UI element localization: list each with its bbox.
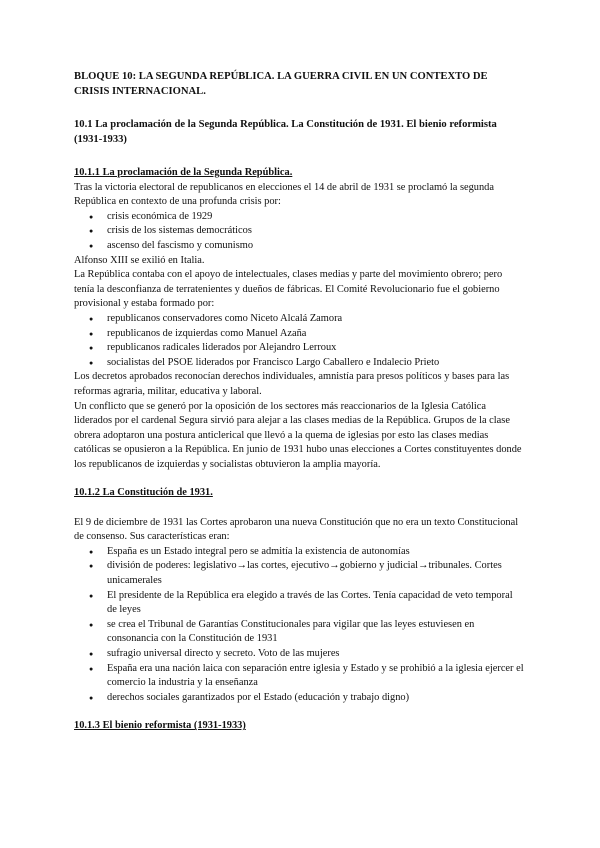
list-item: ● sufragio universal directo y secreto. Voto de las mujeres: [74, 647, 524, 662]
support-paragraph: La República contaba con el apoyo de intelectuales, clases medias y parte del movimiento obrero; pero tenía la desconfianza de terratenientes y dueños de fábricas. El Comité Revolucionario fue el gobierno provisional y estaba formado por:: [74, 269, 503, 310]
document-page: [74, 70, 524, 734]
list-item: ● republicanos de izquierdas como Manuel Azaña: [74, 327, 524, 342]
list-item: ● republicanos radicales liderados por Alejandro Lerroux: [74, 341, 524, 356]
crisis-list: [74, 210, 524, 254]
constitution-intro: El 9 de diciembre de 1931 las Cortes aprobaron una nueva Constitución que no era un texto Constitucional de consenso. Sus características eran:: [74, 516, 519, 543]
list-item: ● España era una nación laica con separación entre iglesia y Estado y se prohibió a la iglesia ejercer el comercio la industria y la enseñanza: [74, 662, 524, 691]
list-item: ● socialistas del PSOE liderados por Francisco Largo Caballero e Indalecio Prieto: [74, 356, 524, 371]
subsection-heading-constitution: 10.1.2 La Constitución de 1931.: [74, 487, 213, 499]
subsection-heading-proclamation: 10.1.1 La proclamación de la Segunda República.: [74, 167, 293, 178]
conflict-paragraph: Un conflicto que se generó por la oposición de los sectores más reaccionarios de la Iglesia Católica liderados por el cardenal Segura sirvió para alejar a las clases medias de la República. Grupos de la clase obrera adoptaron una postura anticlerical que llevó a la quema de iglesias por esto las clases medias católicas se opusieron a la República. En junio de 1931 hubo unas elecciones a Cortes constituyentes donde los republicanos de izquierdas y socialistas obtuvieron la amplia mayoría.: [74, 400, 522, 470]
constitution-features-list: [74, 545, 524, 706]
list-item: ● división de poderes: legislativo→las cortes, ejecutivo→gobierno y judicial→tribunales. Cortes unicamerales: [74, 559, 524, 588]
list-item: ● republicanos conservadores como Niceto Alcalá Zamora: [74, 312, 524, 327]
list-item: ● El presidente de la República era elegido a través de las Cortes. Tenía capacidad de veto temporal de leyes: [74, 589, 524, 618]
list-item: ● derechos sociales garantizados por el Estado (educación y trabajo digno): [74, 691, 524, 706]
document-title: BLOQUE 10: LA SEGUNDA REPÚBLICA. LA GUERRA CIVIL EN UN CONTEXTO DE CRISIS INTERNACIONAL.: [74, 71, 488, 97]
committee-list: [74, 312, 524, 370]
decrees-paragraph: Los decretos aprobados reconocían derechos individuales, amnistía para presos políticos y bases para las reformas agraria, militar, educativa y laboral.: [74, 371, 510, 397]
list-item: ● ascenso del fascismo y comunismo: [74, 239, 524, 254]
list-item: ● crisis económica de 1929: [74, 210, 524, 225]
proclamation-intro: Tras la victoria electoral de republicanos en elecciones el 14 de abril de 1931 se proclamó la segunda República en contexto de una profunda crisis por:: [74, 181, 494, 208]
list-item: ● crisis de los sistemas democráticos: [74, 224, 524, 239]
exile-paragraph: Alfonso XIII se exilió en Italia.: [74, 254, 205, 266]
subsection-heading-bienio: 10.1.3 El bienio reformista (1931-1933): [74, 720, 246, 732]
section-heading: 10.1 La proclamación de la Segunda República. La Constitución de 1931. El bienio reformista (1931-1933): [74, 119, 497, 145]
list-item: ● se crea el Tribunal de Garantías Constitucionales para vigilar que las leyes estuviesen en consonancia con la Constitución de 1931: [74, 618, 524, 647]
list-item: ● España es un Estado integral pero se admitía la existencia de autonomías: [74, 545, 524, 560]
